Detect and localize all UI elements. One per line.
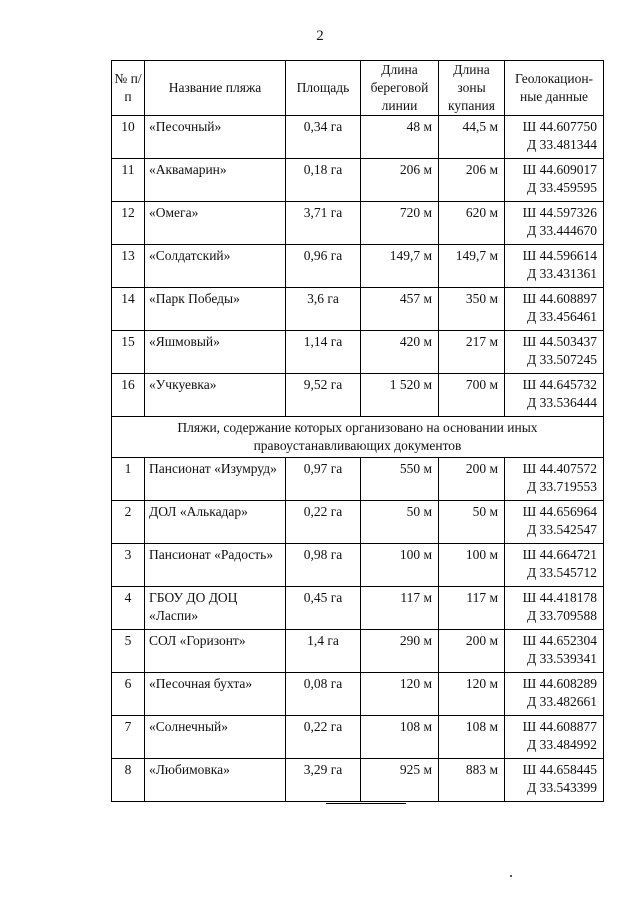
cell-swim-zone-length: 200 м [439,630,505,673]
latitude: Ш 44.608289 [522,676,597,691]
longitude: Д 33.456461 [527,309,597,324]
cell-shore-length: 1 520 м [361,374,439,417]
header-name: Название пляжа [145,61,286,116]
latitude: Ш 44.652304 [522,633,597,648]
cell-shore-length: 206 м [361,159,439,202]
longitude: Д 33.719553 [527,479,597,494]
longitude: Д 33.431361 [527,266,597,281]
cell-shore-length: 457 м [361,288,439,331]
table-body-top [112,116,604,417]
scan-speck [510,875,512,877]
cell-geolocation [505,202,604,245]
cell-swim-zone-length: 350 м [439,288,505,331]
cell-beach-name: «Омега» [145,202,286,245]
cell-swim-zone-length: 883 м [439,759,505,802]
cell-area: 3,29 га [286,759,361,802]
header-geolocation: Геолокацион-ные данные [505,61,604,116]
cell-area: 0,98 га [286,544,361,587]
table-row [112,587,604,630]
cell-shore-length: 925 м [361,759,439,802]
cell-beach-name: «Солдатский» [145,245,286,288]
cell-num: 6 [112,673,145,716]
cell-area: 0,96 га [286,245,361,288]
cell-area: 0,97 га [286,458,361,501]
header-swim-zone-length: Длина зоны купания [439,61,505,116]
longitude: Д 33.542547 [527,522,597,537]
cell-swim-zone-length: 620 м [439,202,505,245]
latitude: Ш 44.656964 [522,504,597,519]
cell-shore-length: 48 м [361,116,439,159]
table-row [112,288,604,331]
cell-beach-name: «Песочная бухта» [145,673,286,716]
latitude: Ш 44.596614 [522,248,597,263]
cell-beach-name: ГБОУ ДО ДОЦ «Ласпи» [145,587,286,630]
latitude: Ш 44.609017 [522,162,597,177]
latitude: Ш 44.597326 [522,205,597,220]
longitude: Д 33.543399 [527,780,597,795]
cell-beach-name: «Яшмовый» [145,331,286,374]
cell-area: 0,22 га [286,716,361,759]
cell-geolocation [505,630,604,673]
cell-shore-length: 420 м [361,331,439,374]
footer-divider [326,803,406,804]
cell-area: 9,52 га [286,374,361,417]
cell-beach-name: Пансионат «Радость» [145,544,286,587]
longitude: Д 33.482661 [527,694,597,709]
cell-num: 2 [112,501,145,544]
cell-swim-zone-length: 206 м [439,159,505,202]
cell-geolocation [505,673,604,716]
cell-area: 3,71 га [286,202,361,245]
cell-area: 1,14 га [286,331,361,374]
latitude: Ш 44.503437 [522,334,597,349]
cell-swim-zone-length: 100 м [439,544,505,587]
table-row [112,673,604,716]
longitude: Д 33.545712 [527,565,597,580]
longitude: Д 33.536444 [527,395,597,410]
cell-num: 3 [112,544,145,587]
table-row [112,245,604,288]
longitude: Д 33.481344 [527,137,597,152]
cell-beach-name: «Аквамарин» [145,159,286,202]
cell-shore-length: 100 м [361,544,439,587]
cell-swim-zone-length: 217 м [439,331,505,374]
cell-num: 11 [112,159,145,202]
table-section [112,417,604,458]
cell-geolocation [505,587,604,630]
latitude: Ш 44.658445 [522,762,597,777]
cell-beach-name: «Парк Победы» [145,288,286,331]
page-number: 2 [316,28,324,44]
cell-beach-name: «Учкуевка» [145,374,286,417]
table-body-bottom [112,458,604,802]
header-shore-length: Длина береговой линии [361,61,439,116]
cell-shore-length: 120 м [361,673,439,716]
table-row [112,544,604,587]
section-heading-row [112,417,604,458]
cell-geolocation [505,458,604,501]
table-row [112,116,604,159]
cell-num: 14 [112,288,145,331]
latitude: Ш 44.608897 [522,291,597,306]
table-row [112,716,604,759]
cell-geolocation [505,759,604,802]
longitude: Д 33.444670 [527,223,597,238]
cell-area: 3,6 га [286,288,361,331]
cell-geolocation [505,501,604,544]
longitude: Д 33.539341 [527,651,597,666]
cell-swim-zone-length: 117 м [439,587,505,630]
cell-num: 5 [112,630,145,673]
cell-geolocation [505,288,604,331]
cell-beach-name: «Солнечный» [145,716,286,759]
cell-shore-length: 108 м [361,716,439,759]
table-row [112,759,604,802]
cell-beach-name: ДОЛ «Алькадар» [145,501,286,544]
cell-shore-length: 290 м [361,630,439,673]
cell-area: 0,45 га [286,587,361,630]
section-heading: Пляжи, содержание которых организовано на основании иных правоустанавливающих документов [112,417,604,458]
longitude: Д 33.484992 [527,737,597,752]
cell-geolocation [505,245,604,288]
cell-num: 13 [112,245,145,288]
cell-shore-length: 149,7 м [361,245,439,288]
cell-swim-zone-length: 50 м [439,501,505,544]
latitude: Ш 44.645732 [522,377,597,392]
cell-geolocation [505,159,604,202]
cell-geolocation [505,544,604,587]
cell-num: 7 [112,716,145,759]
cell-beach-name: Пансионат «Изумруд» [145,458,286,501]
latitude: Ш 44.607750 [522,119,597,134]
table-row [112,458,604,501]
table-row [112,630,604,673]
cell-shore-length: 720 м [361,202,439,245]
table-header-row [112,61,604,116]
cell-beach-name: СОЛ «Горизонт» [145,630,286,673]
table-row [112,331,604,374]
cell-swim-zone-length: 108 м [439,716,505,759]
cell-geolocation [505,116,604,159]
table-row [112,159,604,202]
cell-area: 0,34 га [286,116,361,159]
cell-area: 0,18 га [286,159,361,202]
cell-swim-zone-length: 44,5 м [439,116,505,159]
cell-swim-zone-length: 149,7 м [439,245,505,288]
header-area: Площадь [286,61,361,116]
table-row [112,202,604,245]
cell-num: 15 [112,331,145,374]
cell-num: 1 [112,458,145,501]
cell-area: 0,08 га [286,673,361,716]
cell-beach-name: «Песочный» [145,116,286,159]
latitude: Ш 44.418178 [522,590,597,605]
cell-shore-length: 550 м [361,458,439,501]
cell-swim-zone-length: 700 м [439,374,505,417]
cell-num: 10 [112,116,145,159]
beaches-table [111,60,604,802]
table-row [112,501,604,544]
cell-swim-zone-length: 120 м [439,673,505,716]
cell-geolocation [505,331,604,374]
cell-shore-length: 117 м [361,587,439,630]
longitude: Д 33.709588 [527,608,597,623]
cell-swim-zone-length: 200 м [439,458,505,501]
cell-num: 12 [112,202,145,245]
cell-geolocation [505,374,604,417]
latitude: Ш 44.608877 [522,719,597,734]
cell-area: 1,4 га [286,630,361,673]
longitude: Д 33.459595 [527,180,597,195]
cell-area: 0,22 га [286,501,361,544]
header-num: № п/п [112,61,145,116]
cell-geolocation [505,716,604,759]
latitude: Ш 44.664721 [522,547,597,562]
cell-num: 16 [112,374,145,417]
longitude: Д 33.507245 [527,352,597,367]
cell-num: 8 [112,759,145,802]
cell-beach-name: «Любимовка» [145,759,286,802]
latitude: Ш 44.407572 [522,461,597,476]
cell-shore-length: 50 м [361,501,439,544]
table-row [112,374,604,417]
cell-num: 4 [112,587,145,630]
